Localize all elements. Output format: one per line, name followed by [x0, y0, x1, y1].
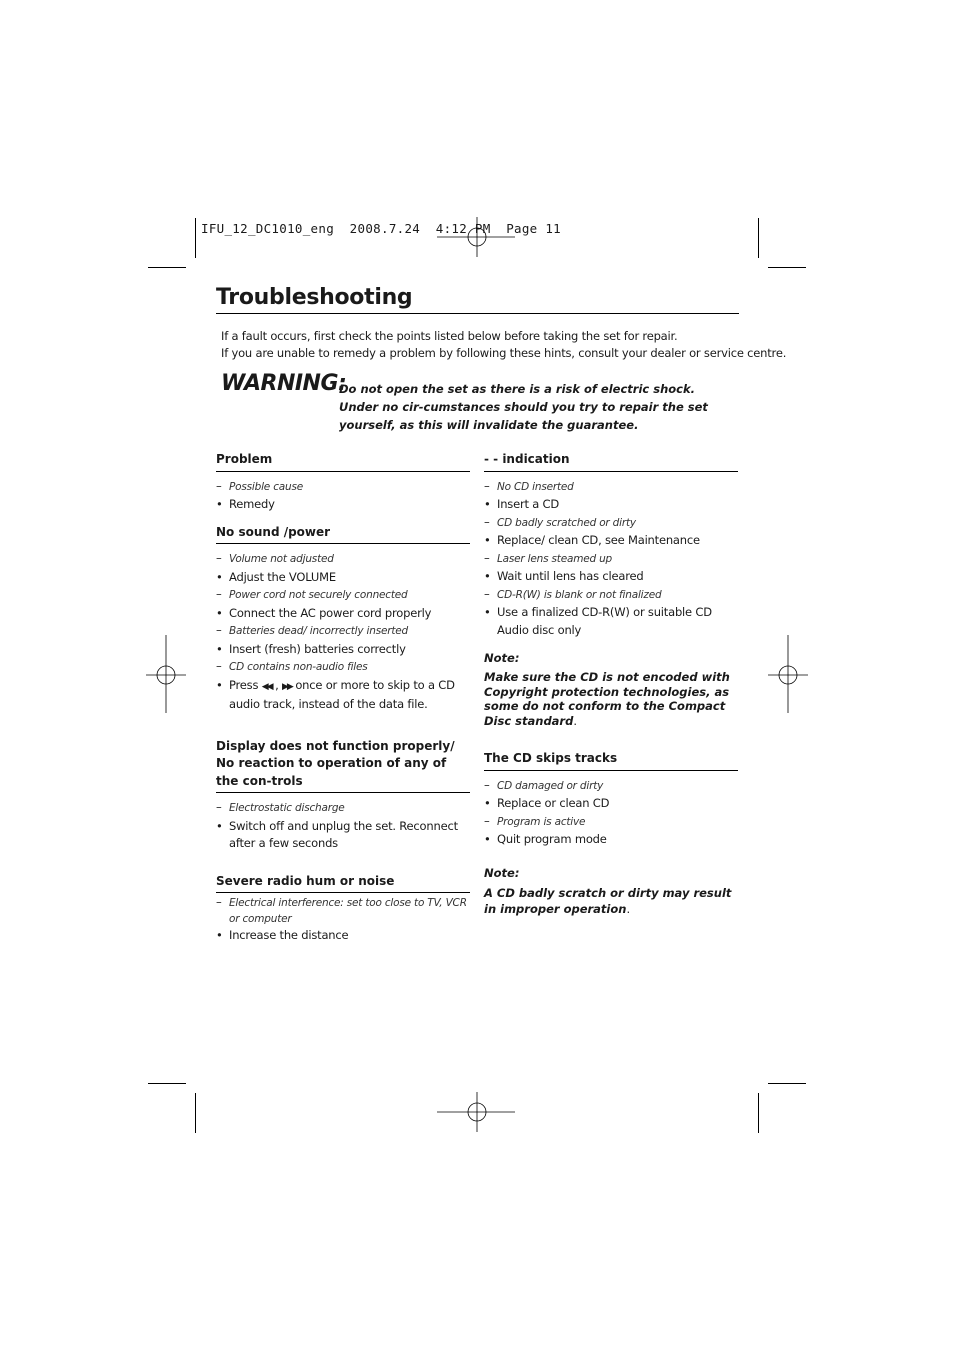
note-text: Make sure the CD is not encoded with Copyright protection technologies, as some do not conform to the Compact Disc standard. [484, 670, 730, 728]
crop-mark [148, 1083, 186, 1084]
page-title: Troubleshooting [216, 285, 413, 310]
print-slug: IFU_12_DC1010_eng 2008.7.24 4:12 PM Page 11 [201, 221, 561, 236]
list-item: • Increase the distance [216, 928, 349, 942]
list-item: • Remedy [216, 497, 275, 511]
list-item: – Volume not adjusted [216, 551, 334, 565]
list-item: – Program is active [484, 813, 586, 828]
list-item: – Electrostatic discharge [216, 800, 345, 814]
list-item: – Batteries dead/ incorrectly inserted [216, 623, 409, 637]
crop-mark [768, 1083, 806, 1084]
list-item: • Insert a CD [484, 497, 560, 511]
list-item: • Press ◀◀ , ▶▶ once or more to skip to a CD audio track, instead of the data file. [216, 677, 455, 711]
left-column [216, 451, 470, 945]
list-item: • Wait until lens has cleared [484, 569, 644, 583]
list-item: – CD contains non-audio files [216, 659, 368, 673]
list-item: – CD badly scratched or dirty [484, 514, 636, 529]
title-rule [216, 313, 739, 314]
crop-mark [758, 1093, 759, 1133]
crop-mark [758, 218, 759, 258]
registration-mark [437, 1092, 517, 1132]
registration-mark [146, 635, 186, 715]
list-item: – Power cord not securely connected [216, 587, 408, 601]
list-item: • Connect the AC power cord properly [216, 605, 432, 620]
note-label: Note: [484, 651, 520, 665]
list-item: – Laser lens steamed up [484, 550, 613, 565]
crop-mark [195, 1093, 196, 1133]
note-label: Note: [484, 865, 520, 880]
heading-cd-skips: The CD skips tracks [484, 750, 738, 771]
registration-mark [437, 217, 517, 257]
warning-text: Do not open the set as there is a risk of electric shock. Under no cir-cumstances should you try to repair the set yourself, as this will invalidate the guarantee. [339, 382, 708, 432]
list-item: – CD damaged or dirty [484, 777, 604, 792]
right-column [484, 451, 738, 917]
warning-label: WARNING: [221, 371, 347, 396]
heading-display: Display does not function properly/ No reaction to operation of any of the con-trols [216, 738, 470, 794]
note-text: A CD badly scratch or dirty may result in improper operation. [484, 885, 732, 916]
list-item: • Quit program mode [484, 832, 607, 846]
list-item: – CD-R(W) is blank or not finalized [484, 586, 662, 601]
intro-line-2: If you are unable to remedy a problem by following these hints, consult your dealer or service centre. [221, 346, 787, 360]
heading-indication: - - indication [484, 451, 738, 472]
crop-mark [768, 267, 806, 268]
list-item: • Use a finalized CD-R(W) or suitable CD Audio disc only [484, 605, 712, 637]
heading-problem: Problem [216, 451, 470, 472]
list-item: – Possible cause [216, 478, 303, 493]
registration-mark [768, 635, 808, 715]
previous-icon: ◀◀ [261, 681, 272, 692]
list-item: • Insert (fresh) batteries correctly [216, 641, 406, 656]
list-item: • Replace or clean CD [484, 796, 610, 810]
crop-mark [148, 267, 186, 268]
list-item: – Electrical interference: set too close to TV, VCR or computer [216, 895, 467, 925]
heading-radio: Severe radio hum or noise [216, 873, 470, 894]
list-item: – No CD inserted [484, 478, 574, 493]
heading-no-sound: No sound /power [216, 524, 470, 545]
crop-mark [195, 218, 196, 258]
list-item: • Switch off and unplug the set. Reconnect after a few seconds [216, 818, 458, 850]
next-icon: ▶▶ [282, 681, 292, 692]
list-item: • Adjust the VOLUME [216, 569, 336, 584]
intro-line-1: If a fault occurs, first check the points listed below before taking the set for repair. [221, 329, 678, 343]
list-item: • Replace/ clean CD, see Maintenance [484, 533, 700, 547]
